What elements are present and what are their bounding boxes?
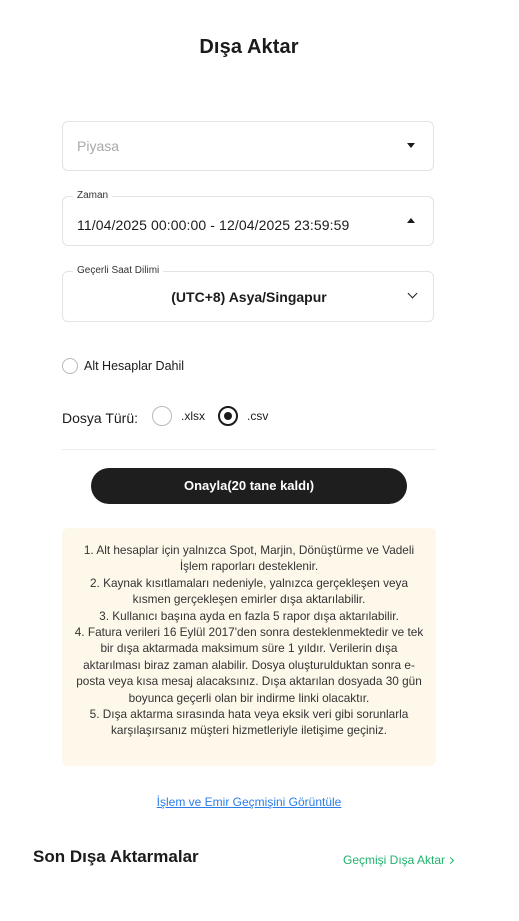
recent-exports-title: Son Dışa Aktarmalar: [33, 847, 199, 866]
note-item: 4. Fatura verileri 16 Eylül 2017'den sonra desteklenmektedir ve tek bir dışa aktarmada maksimum süre 1 yıldır. Verilerin dışa aktarılması biraz zaman alabilir. Dosya oluşturulduktan sonra e-posta veya kısa mesaj alacaksınız. Dışa aktarılan dosyada 30 gün boyunca geçerli olan bir indirme linki olacaktır.: [74, 625, 424, 705]
note-item: 3. Kullanıcı başına ayda en fazla 5 rapor dışa aktarılabilir.: [99, 608, 399, 623]
timezone-value: (UTC+8) Asya/Singapur: [171, 289, 327, 305]
caret-down-icon: [407, 143, 415, 148]
file-type-csv-label[interactable]: .csv: [247, 409, 269, 423]
confirm-button[interactable]: Onayla(20 tane kaldı): [91, 468, 407, 504]
time-label: Zaman: [73, 190, 112, 202]
note-item: 5. Dışa aktarma sırasında hata veya eksik veri gibi sorunlarla karşılaşırsanız müşteri hizmetleriyle iletişime geçiniz.: [89, 707, 409, 738]
file-type-label: Dosya Türü:: [62, 410, 138, 426]
file-type-xlsx-radio[interactable]: [152, 406, 172, 426]
market-placeholder: Piyasa: [77, 138, 120, 154]
divider: [62, 449, 436, 450]
export-history-label[interactable]: Geçmişi Dışa Aktar: [343, 853, 446, 867]
chevron-right-icon: [447, 857, 454, 864]
page-title: Dışa Aktar: [199, 36, 299, 58]
export-history-link[interactable]: [343, 853, 453, 867]
timezone-select[interactable]: [62, 265, 434, 322]
note-item: 1. Alt hesaplar için yalnızca Spot, Marjin, Dönüştürme ve Vadeli İşlem raporları desteklenir.: [83, 543, 415, 574]
export-notes: [62, 528, 436, 766]
include-subaccounts-radio[interactable]: [62, 358, 78, 374]
time-range-field[interactable]: [62, 190, 434, 246]
include-subaccounts-label[interactable]: Alt Hesaplar Dahil: [84, 359, 185, 373]
market-select[interactable]: [62, 121, 434, 171]
view-trade-history-link[interactable]: İşlem ve Emir Geçmişini Görüntüle: [156, 795, 342, 809]
time-range-value: 11/04/2025 00:00:00 - 12/04/2025 23:59:59: [77, 217, 350, 233]
file-type-xlsx-label[interactable]: .xlsx: [181, 409, 205, 423]
note-item: 2. Kaynak kısıtlamaları nedeniyle, yalnızca gerçekleşen veya kısmen gerçekleşen emirler dışa aktarılabilir.: [89, 575, 409, 607]
caret-up-icon: [407, 218, 415, 223]
file-type-csv-radio[interactable]: [218, 406, 238, 426]
timezone-label: Geçerli Saat Dilimi: [73, 265, 163, 277]
